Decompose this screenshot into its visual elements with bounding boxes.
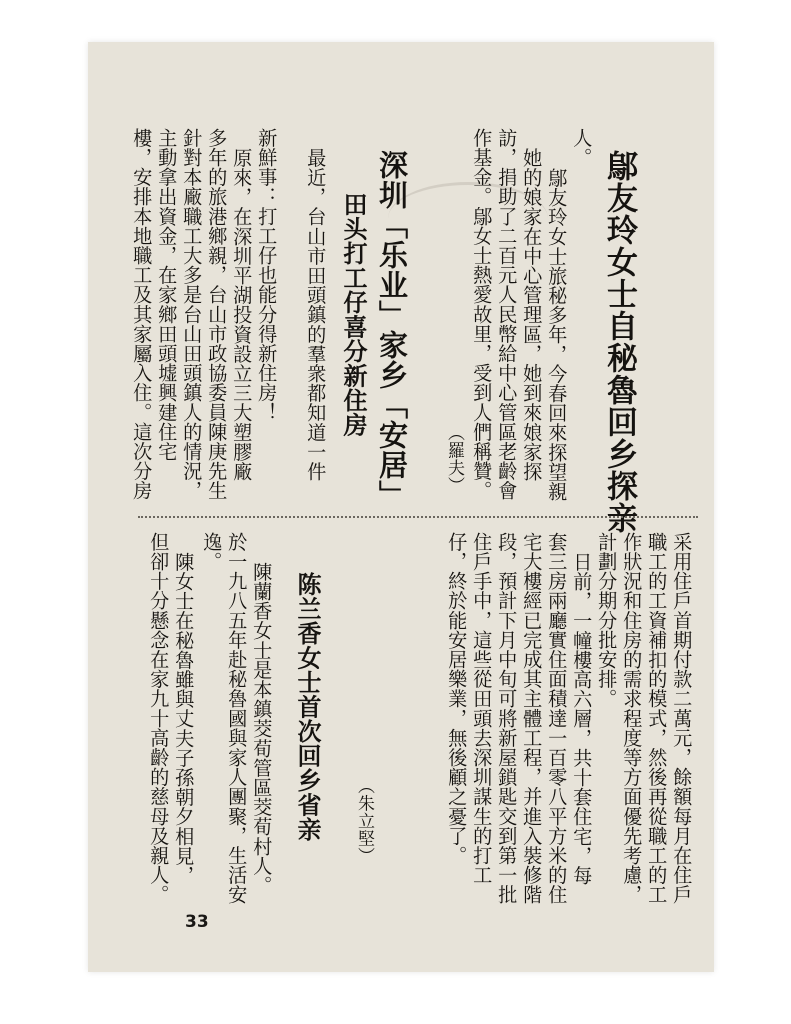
article2-line: 日前，一幢樓高六層，共十套住宅，每 xyxy=(570,552,594,886)
page-number: 33 xyxy=(185,912,209,932)
article2-line: 主動拿出資金，在家鄉田頭墟興建住宅 xyxy=(155,128,179,462)
article2-line: 多年的旅港鄉親，台山市政協委員陳庚先生 xyxy=(205,128,229,501)
article3-line: 逸。 xyxy=(200,532,224,572)
article1-line: 訪，捐助了二百元人民幣給中心管區老齡會 xyxy=(495,128,519,501)
article2-line: 作狀況和住房的需求程度等方面優先考慮， xyxy=(620,532,644,905)
article3-line: 陳女士在秘魯雖與丈夫子孫朝夕相見， xyxy=(172,552,196,886)
article1-byline: （羅夫） xyxy=(444,424,464,494)
article3-line: 但卻十分懸念在家九十高齡的慈母及親人。 xyxy=(147,532,171,905)
article2-line: 計劃分期分批安排。 xyxy=(595,532,619,709)
article1-line: 她的娘家在中心管理區，她到來娘家探 xyxy=(520,148,544,482)
article2-line: 套三房兩廳實住面積達一百零八平方米的住 xyxy=(545,532,569,905)
article2-line: 新鮮事：打工仔也能分得新住房！ xyxy=(255,128,279,422)
article1-title: 鄔友玲女士自秘魯回乡探亲 xyxy=(601,150,637,534)
section-divider xyxy=(138,516,698,518)
magazine-page xyxy=(88,42,714,972)
article2-line: 段，預計下月中旬可將新屋鎖匙交到第一批 xyxy=(495,532,519,905)
article3-line: 陳蘭香女士是本鎮茭荀管區茭荀村人。 xyxy=(250,562,274,896)
article3-title: 陈兰香女士首次回乡省亲 xyxy=(293,572,322,842)
article2-line: 職工的工資補扣的模式，然後再從職工的工 xyxy=(645,532,669,905)
article2-line: 仔，終於能安居樂業，無後顧之憂了。 xyxy=(445,532,469,866)
article2-line: 最近，台山市田頭鎮的羣衆都知道一件 xyxy=(304,148,328,482)
article2-title: 深圳「乐业」家乡「安居」 xyxy=(375,150,409,510)
article1-line: 鄔友玲女士旅秘多年，今春回來探望親 xyxy=(545,168,569,502)
article3-line: 於一九八五年赴秘魯國與家人團聚，生活安 xyxy=(225,532,249,905)
article2-line: 采用住戶首期付款二萬元，餘額每月在住戶 xyxy=(670,532,694,905)
article1-line: 人。 xyxy=(570,128,594,168)
article2-subtitle: 田头打工仔喜分新住房 xyxy=(339,192,368,437)
article2-line: 住戶手中，這些從田頭去深圳謀生的打工 xyxy=(470,532,494,885)
article2-byline: （朱立堅） xyxy=(354,777,374,865)
article2-line: 宅大樓經已完成其主體工程，并進入裝修階 xyxy=(520,532,544,905)
article2-line: 原來，在深圳平湖投資設立三大塑膠廠 xyxy=(230,148,254,482)
article2-line: 樓，安排本地職工及其家屬入住。這次分房 xyxy=(130,128,154,501)
article1-line: 作基金。鄔女士熱愛故里，受到人們稱贊。 xyxy=(470,128,494,501)
article2-line: 針對本廠職工大多是台山田頭鎮人的情況， xyxy=(180,128,204,501)
